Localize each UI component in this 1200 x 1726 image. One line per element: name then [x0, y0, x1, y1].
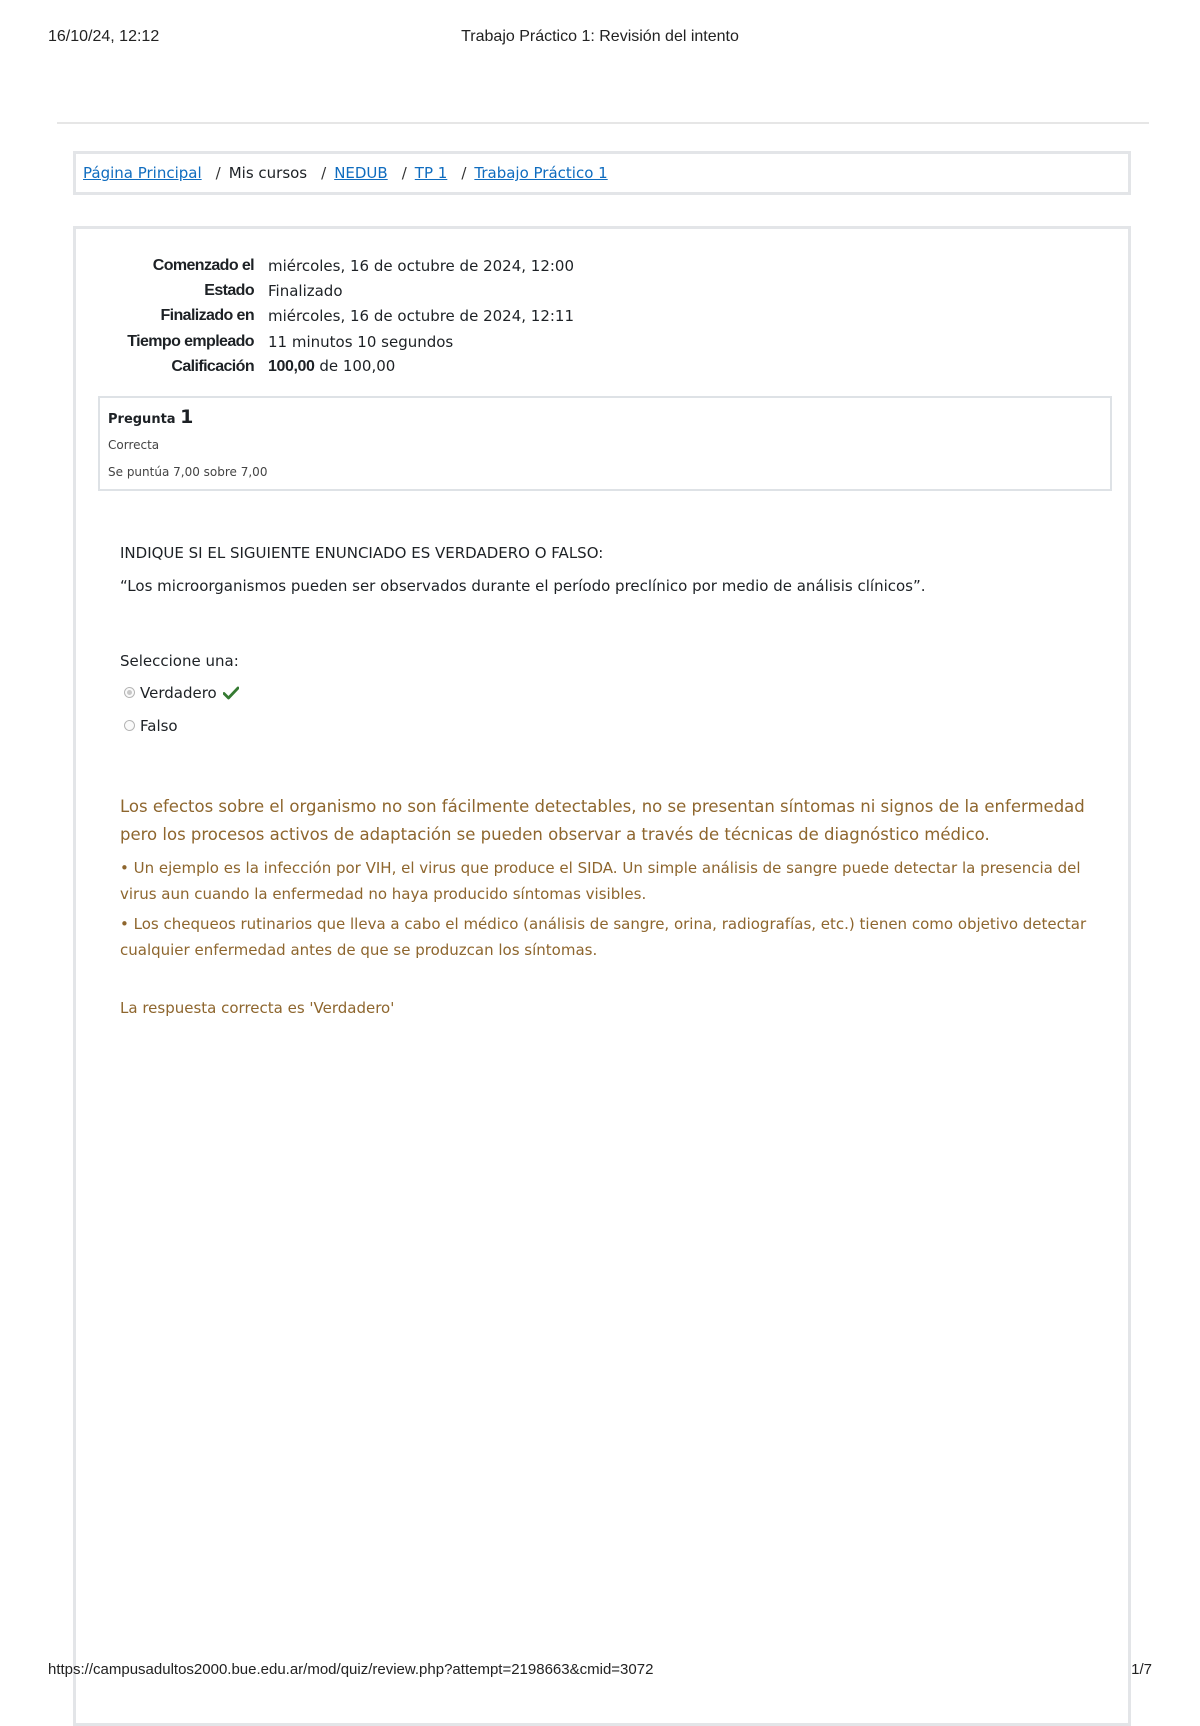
grade-suffix: de 100,00 — [319, 357, 396, 376]
summary-row-time — [100, 329, 574, 354]
print-footer — [0, 1661, 1200, 1683]
breadcrumb-separator: / — [461, 164, 467, 182]
page-url: https://campusadultos2000.bue.edu.ar/mod/quiz/review.php?attempt=2198663&cmid=3072 — [48, 1661, 654, 1678]
attempt-summary-table — [100, 253, 574, 379]
summary-value — [268, 354, 574, 379]
radio-button[interactable] — [124, 720, 135, 731]
option-label: Falso — [140, 716, 178, 735]
summary-value: miércoles, 16 de octubre de 2024, 12:00 — [268, 256, 575, 275]
breadcrumb-separator: / — [401, 164, 407, 182]
feedback-bullet: • Un ejemplo es la infección por VIH, el virus que produce el SIDA. Un simple análisis de sangre puede detectar la presencia del virus aun cuando la enfermedad no haya producido síntomas visibles. — [120, 859, 1081, 903]
print-header — [0, 28, 1200, 50]
feedback-general: Los efectos sobre el organismo no son fácilmente detectables, no se presentan síntomas ni signos de la enfermedad pero los procesos activos de adaptación se pueden observar a través de técnicas de diagnóstico médico. — [120, 797, 1085, 844]
answer-prompt: Seleccione una: — [120, 652, 239, 670]
summary-label: Estado — [204, 281, 254, 299]
radio-button-selected[interactable] — [124, 687, 135, 698]
summary-label: Tiempo empleado — [127, 332, 254, 350]
question-text — [120, 537, 1090, 603]
breadcrumb-my-courses: Mis cursos — [228, 164, 308, 182]
breadcrumb — [73, 151, 1131, 195]
summary-label: Calificación — [171, 357, 254, 375]
summary-label: Comenzado el — [152, 256, 254, 274]
question-statement: “Los microorganismos pueden ser observados durante el período preclínico por medio de análisis clínicos”. — [120, 577, 926, 595]
feedback-bullet: • Los chequeos rutinarios que lleva a cabo el médico (análisis de sangre, orina, radiografías, etc.) tienen como objetivo detectar cualquier enfermedad antes de que se produzcan los síntomas. — [120, 915, 1087, 959]
question-number-value: 1 — [180, 406, 194, 428]
summary-value: 11 minutos 10 segundos — [268, 332, 454, 351]
right-answer: La respuesta correcta es 'Verdadero' — [120, 999, 395, 1017]
answer-block — [120, 650, 239, 742]
question-instruction: INDIQUE SI EL SIGUIENTE ENUNCIADO ES VERDADERO O FALSO: — [120, 544, 604, 562]
summary-row-state — [100, 278, 574, 303]
print-date: 16/10/24, 12:12 — [48, 28, 160, 45]
page-number: 1/7 — [1131, 1661, 1152, 1678]
summary-row-grade — [100, 354, 574, 379]
question-mark: Se puntúa 7,00 sobre 7,00 — [108, 465, 268, 479]
header-divider — [57, 122, 1149, 124]
print-title: Trabajo Práctico 1: Revisión del intento — [461, 28, 739, 45]
breadcrumb-home-link[interactable]: Página Principal — [83, 164, 202, 182]
option-falso[interactable] — [120, 709, 239, 742]
summary-row-finished — [100, 304, 574, 329]
summary-label: Finalizado en — [160, 307, 254, 325]
breadcrumb-quiz-link[interactable]: Trabajo Práctico 1 — [474, 164, 608, 182]
feedback-section — [120, 793, 1105, 1017]
summary-value: Finalizado — [268, 281, 343, 300]
breadcrumb-separator: / — [215, 164, 221, 182]
option-label: Verdadero — [140, 683, 217, 702]
question-info-box — [98, 396, 1112, 491]
breadcrumb-course-link[interactable]: NEDUB — [334, 164, 388, 182]
grade-score: 100,00 — [268, 358, 315, 376]
summary-value: miércoles, 16 de octubre de 2024, 12:11 — [268, 307, 575, 326]
breadcrumb-section-link[interactable]: TP 1 — [414, 164, 448, 182]
breadcrumb-separator: / — [321, 164, 327, 182]
check-icon — [223, 686, 239, 700]
question-state: Correcta — [108, 438, 160, 452]
question-number — [108, 406, 1102, 428]
option-verdadero[interactable] — [120, 676, 239, 709]
question-label: Pregunta — [108, 412, 176, 427]
summary-row-started — [100, 253, 574, 278]
